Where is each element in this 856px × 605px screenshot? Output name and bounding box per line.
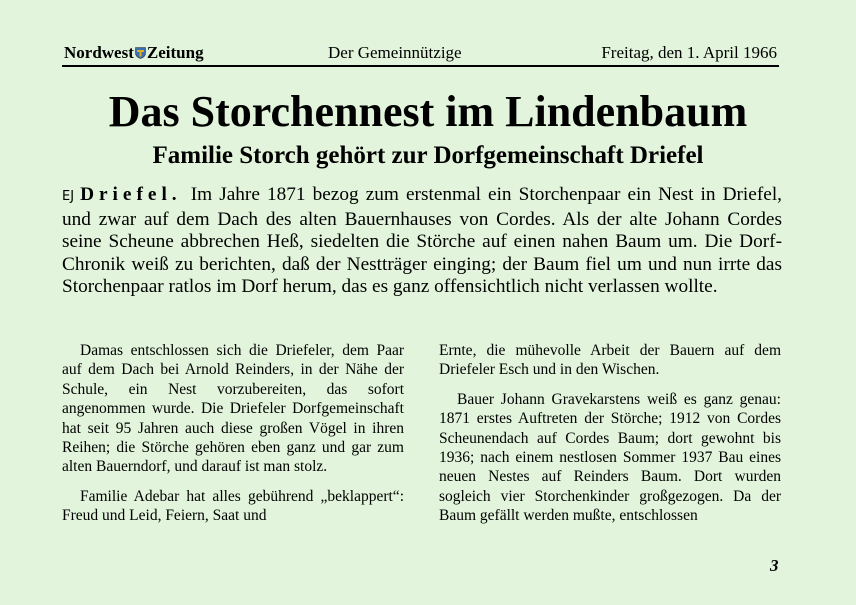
lead-text: Im Jahre 1871 bezog zum erstenmal ein Storchenpaar ein Nest in Driefel, und zwar auf dem Dach des alten Bauernhauses von Cordes. Als der alte Johann Cordes seine Scheune abbrechen Heß, siedelten die Störche auf einen nahen Baum um. Die Dorf-Chronik weiß zu berichten, daß der Nestträger einging; der Baum fiel um und nun irrte das Storchenpaar ratlos im Dorf herum, das es ganz offensichtlich nicht verlassen wollte. <box>62 184 782 297</box>
page-number: 3 <box>770 556 779 575</box>
paragraph: Damas entschlossen sich die Driefeler, dem Paar auf dem Dach bei Arnold Reinders, in der Nähe der Schule, ein Nest vorzubereiten, das sofort angenommen wurde. Die Driefeler Dorfgemeinschaft hat seit 95 Jahren auch diese großen Vögel in ihren Reihen; die Störche gehören eben ganz und gar zum alten Bauerndorf, und darauf ist man stolz. <box>62 342 404 476</box>
column-right <box>439 341 781 536</box>
newspaper-name-part1: Nordwest <box>64 43 134 62</box>
masthead <box>62 43 779 67</box>
paragraph: Familie Adebar hat alles gebührend „beklappert“: Freud und Leid, Feiern, Saat und <box>62 487 404 525</box>
column-left <box>62 341 404 536</box>
coat-of-arms-icon <box>135 47 146 59</box>
lead-paragraph <box>62 184 782 299</box>
issue-date: Freitag, den 1. April 1966 <box>601 43 777 62</box>
dateline: Driefel. <box>80 184 182 205</box>
author-initials: EJ <box>62 189 75 204</box>
newspaper-name-part2: Zeitung <box>146 43 204 62</box>
newspaper-name <box>64 43 204 63</box>
section-name: Der Gemeinnützige <box>328 43 462 62</box>
paragraph: Ernte, die mühevolle Arbeit der Bauern auf dem Driefeler Esch und in den Wischen. <box>439 342 781 379</box>
paragraph: Bauer Johann Gravekarstens weiß es ganz genau: 1871 erstes Auftreten der Störche; 1912 von Cordes Scheunendach auf Cordes Baum; dort gewohnt bis 1936; nach einem nestlosen Sommer 1937 Bau eines neuen Nestes auf Reinders Baum. Dort wurden sogleich vier Storchenkinder großgezogen. Da der Baum gefällt werden mußte, entschlossen <box>439 390 781 525</box>
article-subheadline: Familie Storch gehört zur Dorfgemeinschaft Driefel <box>152 142 704 169</box>
article-headline: Das Storchennest im Lindenbaum <box>108 87 748 136</box>
